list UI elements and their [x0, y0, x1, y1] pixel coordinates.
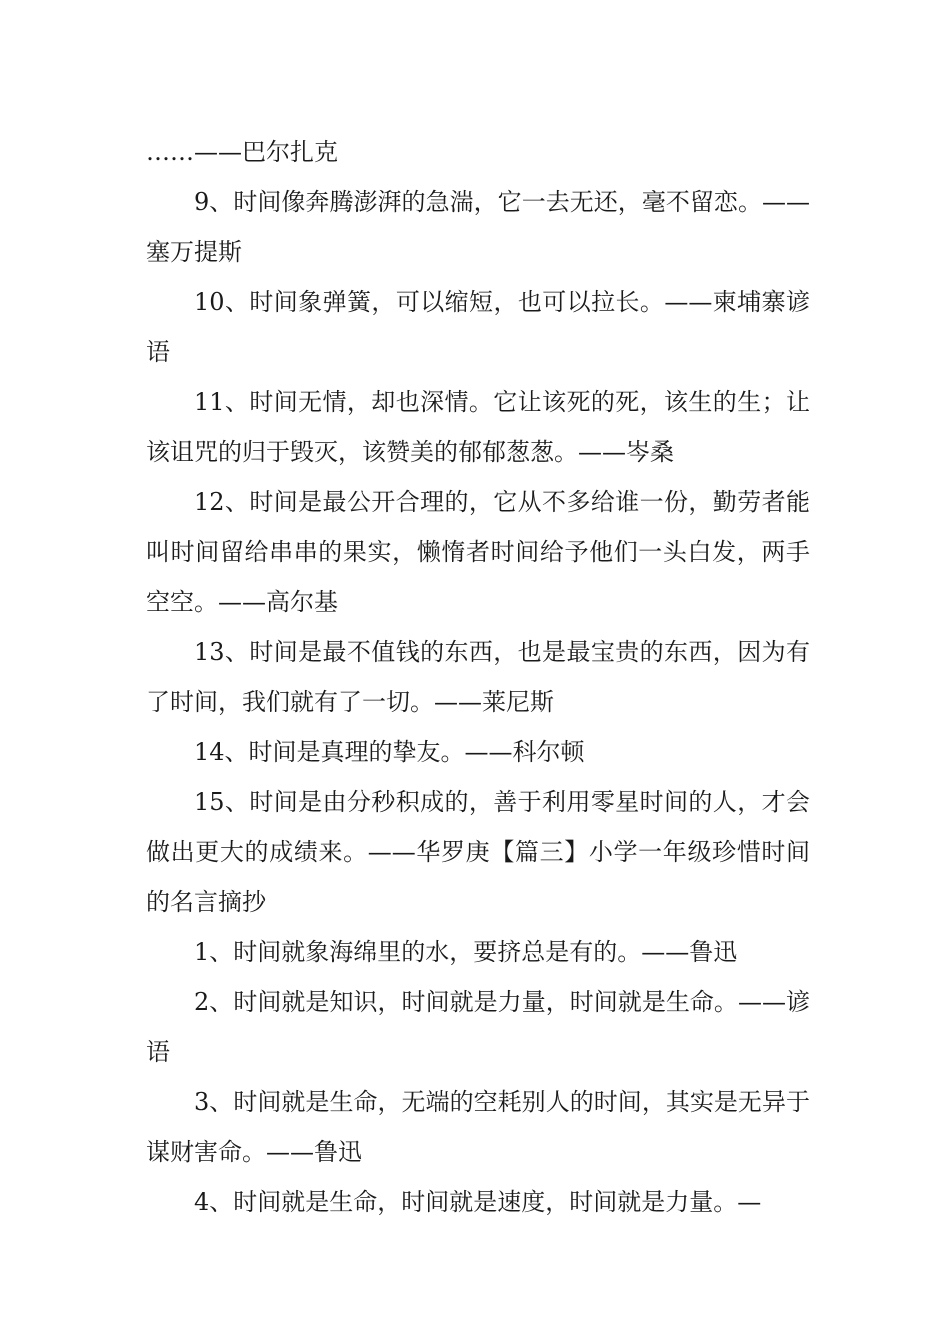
document-body: [146, 127, 810, 1227]
quote-12: 12、时间是最公开合理的，它从不多给谁一份，勤劳者能叫时间留给串串的果实，懒惰者时间给予他们一头白发，两手空空。——高尔基: [146, 488, 810, 616]
quote-15: 15、时间是由分秒积成的，善于利用零星时间的人，才会做出更大的成绩来。——华罗庚【篇三】小学一年级珍惜时间的名言摘抄: [146, 788, 810, 916]
quote-1: 1、时间就象海绵里的水，要挤总是有的。——鲁迅: [194, 938, 738, 966]
quote-14: 14、时间是真理的挚友。——科尔顿: [194, 738, 585, 766]
quote-3: 3、时间就是生命，无端的空耗别人的时间，其实是无异于谋财害命。——鲁迅: [146, 1088, 810, 1166]
quote-9: 9、时间像奔腾澎湃的急湍，它一去无还，毫不留恋。——塞万提斯: [146, 188, 810, 266]
paragraph-continuation: ……——巴尔扎克: [146, 138, 338, 166]
quote-11: 11、时间无情，却也深情。它让该死的死，该生的生；让该诅咒的归于毁灭，该赞美的郁郁葱葱。——岑桑: [146, 388, 810, 466]
quote-4: 4、时间就是生命，时间就是速度，时间就是力量。—: [194, 1188, 762, 1216]
quote-2: 2、时间就是知识，时间就是力量，时间就是生命。——谚语: [146, 988, 810, 1066]
quote-10: 10、时间象弹簧，可以缩短，也可以拉长。——柬埔寨谚语: [146, 288, 810, 366]
quote-13: 13、时间是最不值钱的东西，也是最宝贵的东西，因为有了时间，我们就有了一切。——莱尼斯: [146, 638, 810, 716]
